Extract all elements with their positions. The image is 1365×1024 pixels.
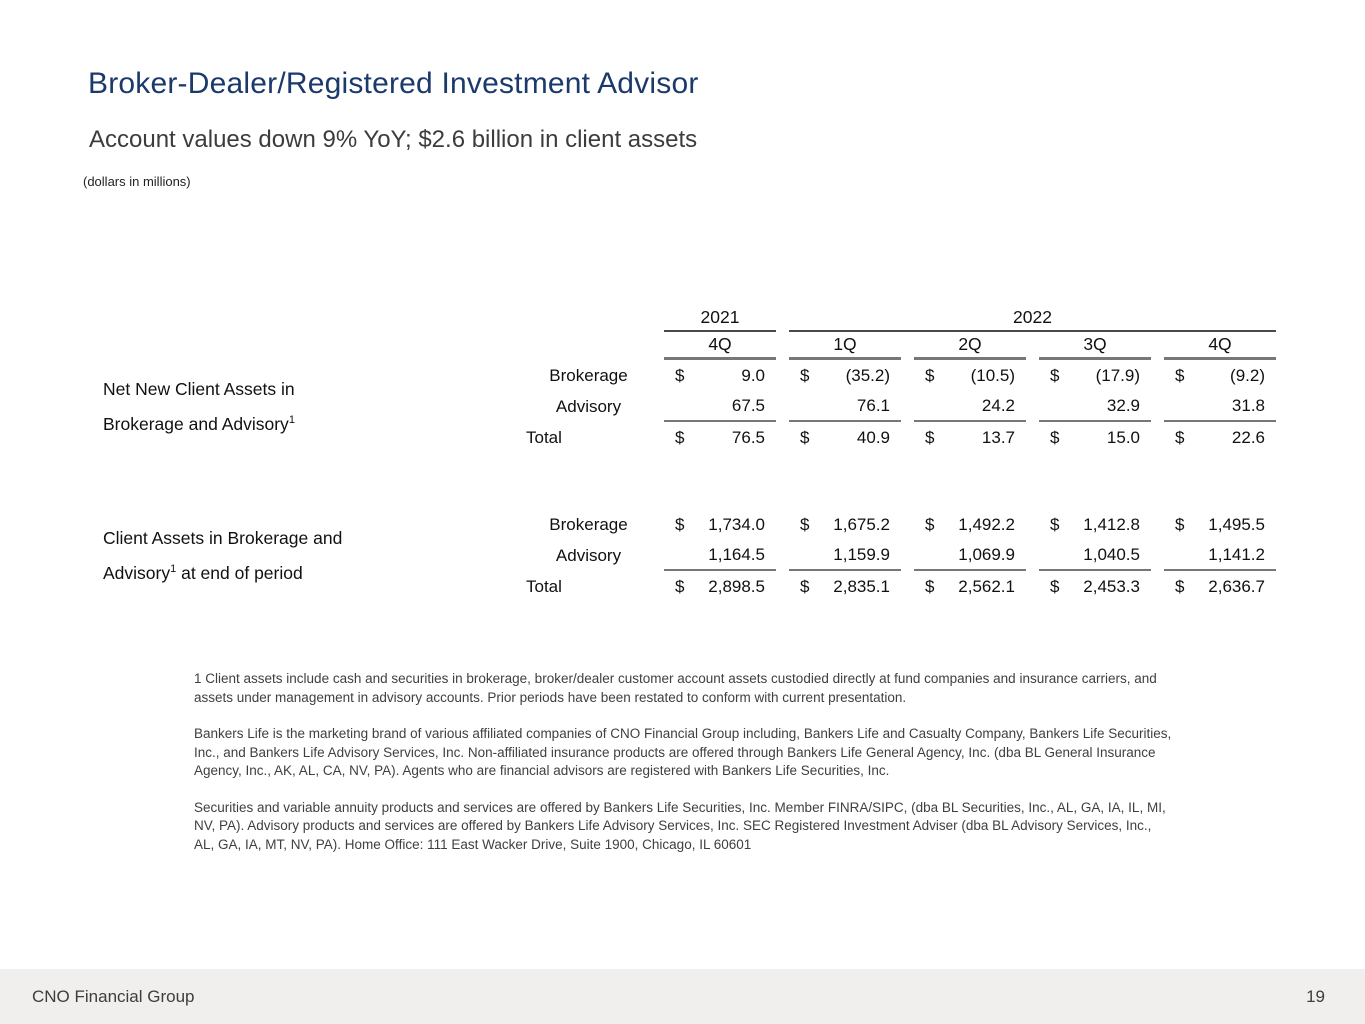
currency-symbol: $ (1050, 365, 1060, 385)
currency-symbol: $ (800, 427, 810, 447)
value-cell: $ 2,636.7 (1175, 576, 1265, 596)
value-cell: $ 1,492.2 (925, 514, 1015, 534)
row-category: Advisory (555, 545, 622, 565)
value-cell: $ 1,675.2 (800, 514, 890, 534)
footnotes (194, 670, 1172, 872)
value-cell: $ 2,453.3 (1050, 576, 1140, 596)
value-cell: 1,040.5 (1039, 540, 1151, 571)
page-number: 19 (1306, 986, 1325, 1006)
currency-symbol: $ (675, 365, 685, 385)
quarter-header: 3Q (1039, 332, 1151, 360)
row-category: Advisory (555, 396, 622, 416)
footnote-paragraph: Bankers Life is the marketing brand of various affiliated companies of CNO Financial Group including, Bankers Life and Casualty Company, Bankers Life Securities, Inc., and Bankers Life Advisory Services, Inc. Non-affiliated insurance products are offered through Bankers Life General Agency, Inc. (dba BL General Insurance Agency, Inc., AK, AL, CA, NV, PA). Agents who are financial advisors are registered with Bankers Life Securities, Inc. (194, 726, 1172, 778)
year-header-2022: 2022 (789, 306, 1276, 332)
value-cell: 1,069.9 (914, 540, 1026, 571)
year-header-2021: 2021 (664, 306, 776, 332)
spacer-cell (526, 332, 651, 360)
currency-symbol: $ (925, 365, 935, 385)
value-cell: $ 1,495.5 (1175, 514, 1265, 534)
section-label-net-new-client-assets (103, 360, 513, 453)
currency-symbol: $ (800, 365, 810, 385)
footer-bar (0, 969, 1365, 1024)
currency-symbol: $ (925, 514, 935, 534)
spacer-cell (103, 332, 513, 360)
value-cell: 76.1 (789, 391, 901, 422)
currency-symbol: $ (1175, 576, 1185, 596)
company-name: CNO Financial Group (32, 986, 195, 1006)
quarter-header: 4Q (664, 332, 776, 360)
value-cell: $ 9.0 (675, 365, 765, 385)
row-category: Brokerage (549, 514, 628, 534)
value-cell: $ 1,412.8 (1050, 514, 1140, 534)
currency-symbol: $ (1175, 427, 1185, 447)
page-title: Broker-Dealer/Registered Investment Advisor (88, 67, 699, 100)
value-cell: 24.2 (914, 391, 1026, 422)
page-subtitle: Account values down 9% YoY; $2.6 billion in client assets (89, 126, 698, 153)
table-row (103, 509, 1276, 540)
value-cell: 32.9 (1039, 391, 1151, 422)
section-label-line2: Brokerage and Advisory$^1$ (103, 413, 295, 434)
value-cell: 67.5 (664, 391, 776, 422)
currency-symbol: $ (1050, 576, 1060, 596)
section-gap (103, 453, 1276, 509)
value-cell: $ 13.7 (925, 427, 1015, 447)
currency-symbol: $ (800, 514, 810, 534)
currency-symbol: $ (1175, 365, 1185, 385)
spacer-cell (526, 306, 651, 332)
value-cell: $ (17.9) (1050, 365, 1140, 385)
value-cell: $ 76.5 (675, 427, 765, 447)
quarter-header: 4Q (1164, 332, 1276, 360)
value-cell: $ 22.6 (1175, 427, 1265, 447)
value-cell: $ 2,835.1 (800, 576, 890, 596)
value-cell: $ 1,734.0 (675, 514, 765, 534)
value-cell: 1,141.2 (1164, 540, 1276, 571)
currency-symbol: $ (925, 576, 935, 596)
section-label-line1: Net New Client Assets in (103, 378, 295, 399)
row-category: Brokerage (549, 365, 628, 385)
table-row (103, 360, 1276, 391)
currency-symbol: $ (675, 427, 685, 447)
value-cell: $ 2,562.1 (925, 576, 1015, 596)
currency-symbol: $ (1050, 514, 1060, 534)
row-category: Total (526, 427, 562, 447)
currency-symbol: $ (800, 576, 810, 596)
value-cell: $ 40.9 (800, 427, 890, 447)
spacer-cell (103, 306, 513, 332)
value-cell: $ 15.0 (1050, 427, 1140, 447)
section-label-line2: Advisory$^1$ at end of period (103, 562, 303, 583)
footnote-ref: 1 (170, 562, 177, 575)
value-cell: $ (35.2) (800, 365, 890, 385)
currency-symbol: $ (675, 514, 685, 534)
section-label-line1: Client Assets in Brokerage and (103, 527, 343, 548)
currency-symbol: $ (675, 576, 685, 596)
value-cell: 1,164.5 (664, 540, 776, 571)
financial-table (90, 306, 1289, 602)
footnote-paragraph: 1 Client assets include cash and securities in brokerage, broker/dealer customer account assets custodied directly at fund companies and insurance carriers, and assets under management in advisory accounts. Prior periods have been restated to conform with current presentation. (194, 671, 1157, 705)
value-cell: $ (9.2) (1175, 365, 1265, 385)
value-cell: 1,159.9 (789, 540, 901, 571)
units-note: (dollars in millions) (83, 174, 191, 189)
quarter-header-row (103, 332, 1276, 360)
row-category: Total (526, 576, 562, 596)
currency-symbol: $ (1050, 427, 1060, 447)
quarter-header: 2Q (914, 332, 1026, 360)
footnote-ref: 1 (288, 413, 295, 426)
section-label-client-assets-end-of-period (103, 509, 513, 602)
currency-symbol: $ (925, 427, 935, 447)
value-cell: 31.8 (1164, 391, 1276, 422)
year-header-row (103, 306, 1276, 332)
currency-symbol: $ (1175, 514, 1185, 534)
quarter-header: 1Q (789, 332, 901, 360)
value-cell: $ (10.5) (925, 365, 1015, 385)
value-cell: $ 2,898.5 (675, 576, 765, 596)
footnote-paragraph: Securities and variable annuity products and services are offered by Bankers Life Securities, Inc. Member FINRA/SIPC, (dba BL Securities, Inc., AL, GA, IA, IL, MI, NV, PA). Advisory products and services are offered by Bankers Life Advisory Services, Inc. SEC Registered Investment Adviser (dba BL Advisory Services, Inc., AL, GA, IA, MT, NV, PA). Home Office: 111 East Wacker Drive, Suite 1900, Chicago, IL 60601 (194, 799, 1166, 852)
